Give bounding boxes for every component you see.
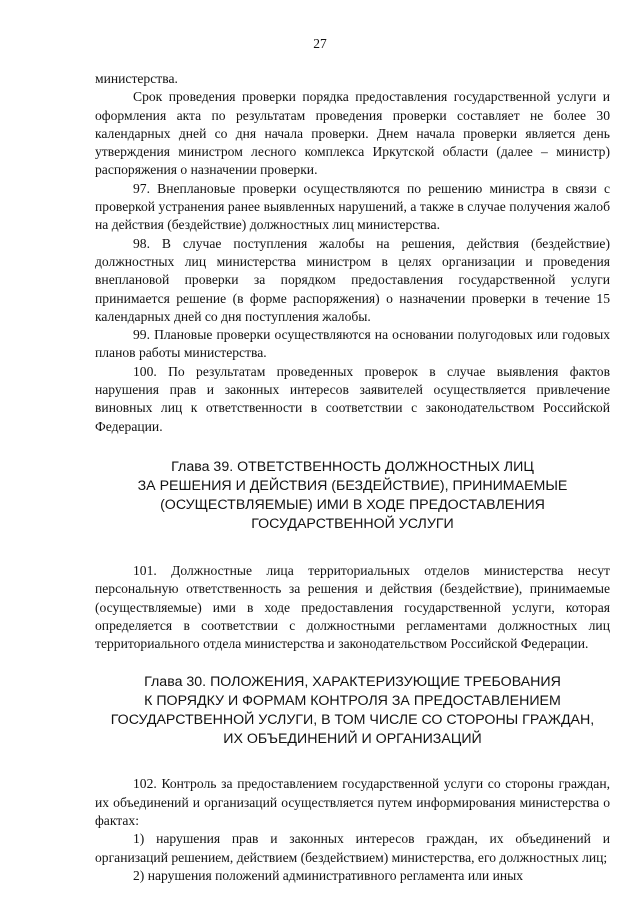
chapter-heading-line: ЗА РЕШЕНИЯ И ДЕЙСТВИЯ (БЕЗДЕЙСТВИЕ), ПРИНИМАЕМЫЕ <box>137 477 568 494</box>
top-paragraphs <box>95 70 610 436</box>
chapter-heading-line: ИХ ОБЪЕДИНЕНИЙ И ОРГАНИЗАЦИЙ <box>223 731 482 748</box>
paragraph: 101. Должностные лица территориальных отделов министерства несут персональную ответственность за решения и действия (бездействие), принимаемые (осуществляемые) ими в ходе предоставления государственной услуги, которая определяется в соответствии с должностными регламентами должностных лиц территориального отдела министерства и законодательством Российской Федерации. <box>95 562 610 652</box>
paragraph: 1) нарушения прав и законных интересов граждан, их объединений и организаций решением, действием (бездействием) министерства, его должностных лиц; <box>95 831 610 865</box>
paragraph: Срок проведения проверки порядка предоставления государственной услуги и оформления акта по результатам проведения проверки составляет не более 30 календарных дней со дня начала проверки. Днем начала проверки является день утверждения министром лесного комплекса Иркутской области (далее – министр) распоряжения о назначении проверки. <box>95 89 610 178</box>
middle-paragraphs <box>95 562 610 653</box>
chapter-heading-line: Глава 30. ПОЛОЖЕНИЯ, ХАРАКТЕРИЗУЮЩИЕ ТРЕБОВАНИЯ <box>144 674 561 691</box>
chapter-30-heading <box>95 673 610 749</box>
paragraph: 98. В случае поступления жалобы на решения, действия (бездействие) должностных лиц министерства министром в целях организации и проведения внеплановой проверки за порядком предоставления государственной услуги принимается решение (в форме распоряжения) о назначении проверки в течение 15 календарных дней со дня поступления жалобы. <box>95 235 610 324</box>
paragraph: 97. Внеплановые проверки осуществляются по решению министра в связи с проверкой устранения ранее выявленных нарушений, а также в случае получения жалоб на действия (бездействие) должностных лиц министерства. <box>95 180 610 233</box>
bottom-paragraphs <box>95 775 610 885</box>
chapter-heading-line: ГОСУДАРСТВЕННОЙ УСЛУГИ <box>251 515 454 532</box>
chapter-heading-line: (ОСУЩЕСТВЛЯЕМЫЕ) ИМИ В ХОДЕ ПРЕДОСТАВЛЕНИЯ <box>160 496 545 513</box>
paragraph: 102. Контроль за предоставлением государственной услуги со стороны граждан, их объединений и организаций осуществляется путем информирования министерства о фактах: <box>95 776 610 829</box>
paragraph: 100. По результатам проведенных проверок в случае выявления фактов нарушения прав и законных интересов заявителей осуществляется привлечение виновных лиц к ответственности в соответствии с законодательством Российской Федерации. <box>95 363 610 434</box>
chapter-heading-line: ГОСУДАРСТВЕННОЙ УСЛУГИ, В ТОМ ЧИСЛЕ СО СТОРОНЫ ГРАЖДАН, <box>110 712 595 729</box>
chapter-39-heading <box>95 458 610 534</box>
paragraph: 2) нарушения положений административного регламента или иных <box>133 867 524 883</box>
chapter-heading-line: Глава 39. ОТВЕТСТВЕННОСТЬ ДОЛЖНОСТНЫХ ЛИЦ <box>171 458 534 475</box>
document-body <box>95 70 610 885</box>
page-number: 27 <box>313 36 327 51</box>
paragraph: министерства. <box>95 71 178 86</box>
paragraph: 99. Плановые проверки осуществляются на основании полугодовых или годовых планов работы министерства. <box>95 327 610 361</box>
chapter-heading-line: К ПОРЯДКУ И ФОРМАМ КОНТРОЛЯ ЗА ПРЕДОСТАВЛЕНИЕМ <box>144 693 561 710</box>
